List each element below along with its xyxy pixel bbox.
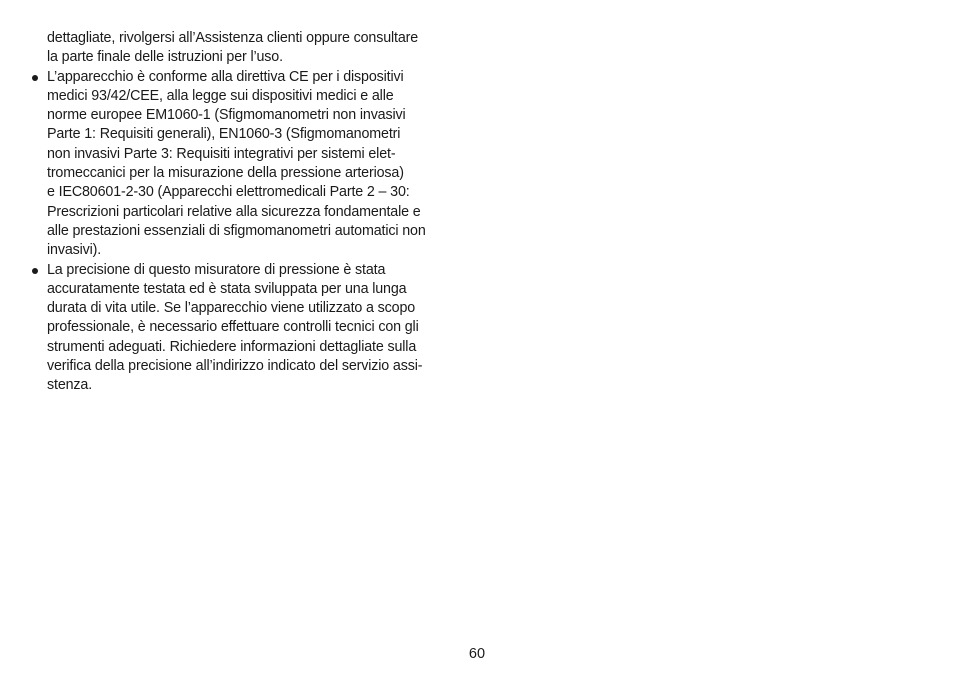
intro-line: la parte finale delle istruzioni per l’uso. [47, 49, 283, 66]
bullet-1-line: Parte 1: Requisiti generali), EN1060-3 (Sfigmomanometri [47, 126, 401, 143]
bullet-2-line: stenza. [47, 377, 93, 394]
bullet-1-line: tromeccanici per la misurazione della pressione arteriosa) [47, 165, 404, 182]
bullet-1-line [30, 68, 470, 87]
bullet-2-line: durata di vita utile. Se l’apparecchio viene utilizzato a scopo [47, 300, 416, 317]
page-number: 60 [468, 646, 486, 662]
text-column [30, 29, 470, 396]
bullet-2-line [30, 261, 470, 280]
bullet-1-line: invasivi). [47, 242, 102, 259]
bullet-1-line: e IEC80601-2-30 (Apparecchi elettromedicali Parte 2 – 30: [47, 184, 410, 201]
bullet-1-line: Prescrizioni particolari relative alla sicurezza fondamentale e [47, 203, 421, 220]
bullet-2-text: La precisione di questo misuratore di pressione è stata [47, 261, 386, 278]
bullet-1-line: norme europee EM1060-1 (Sfigmomanometri non invasivi [47, 107, 406, 124]
bullet-1-text: L’apparecchio è conforme alla direttiva CE per i dispositivi [47, 68, 404, 85]
intro-line: dettagliate, rivolgersi all’Assistenza clienti oppure consultare [47, 30, 419, 46]
bullet-dot-icon [32, 75, 38, 81]
bullet-2-line: strumenti adeguati. Richiedere informazioni dettagliate sulla [47, 338, 417, 355]
bullet-dot-icon [32, 268, 38, 274]
bullet-1-line: alle prestazioni essenziali di sfigmomanometri automatici non [47, 222, 426, 239]
bullet-2-line: verifica della precisione all’indirizzo indicato del servizio assi- [47, 358, 423, 375]
bullet-2-line: accuratamente testata ed è stata sviluppata per una lunga [47, 280, 407, 297]
bullet-1-line: medici 93/42/CEE, alla legge sui dispositivi medici e alle [47, 87, 394, 104]
bullet-1-line: non invasivi Parte 3: Requisiti integrativi per sistemi elet- [47, 145, 396, 162]
bullet-2-line: professionale, è necessario effettuare controlli tecnici con gli [47, 319, 419, 336]
